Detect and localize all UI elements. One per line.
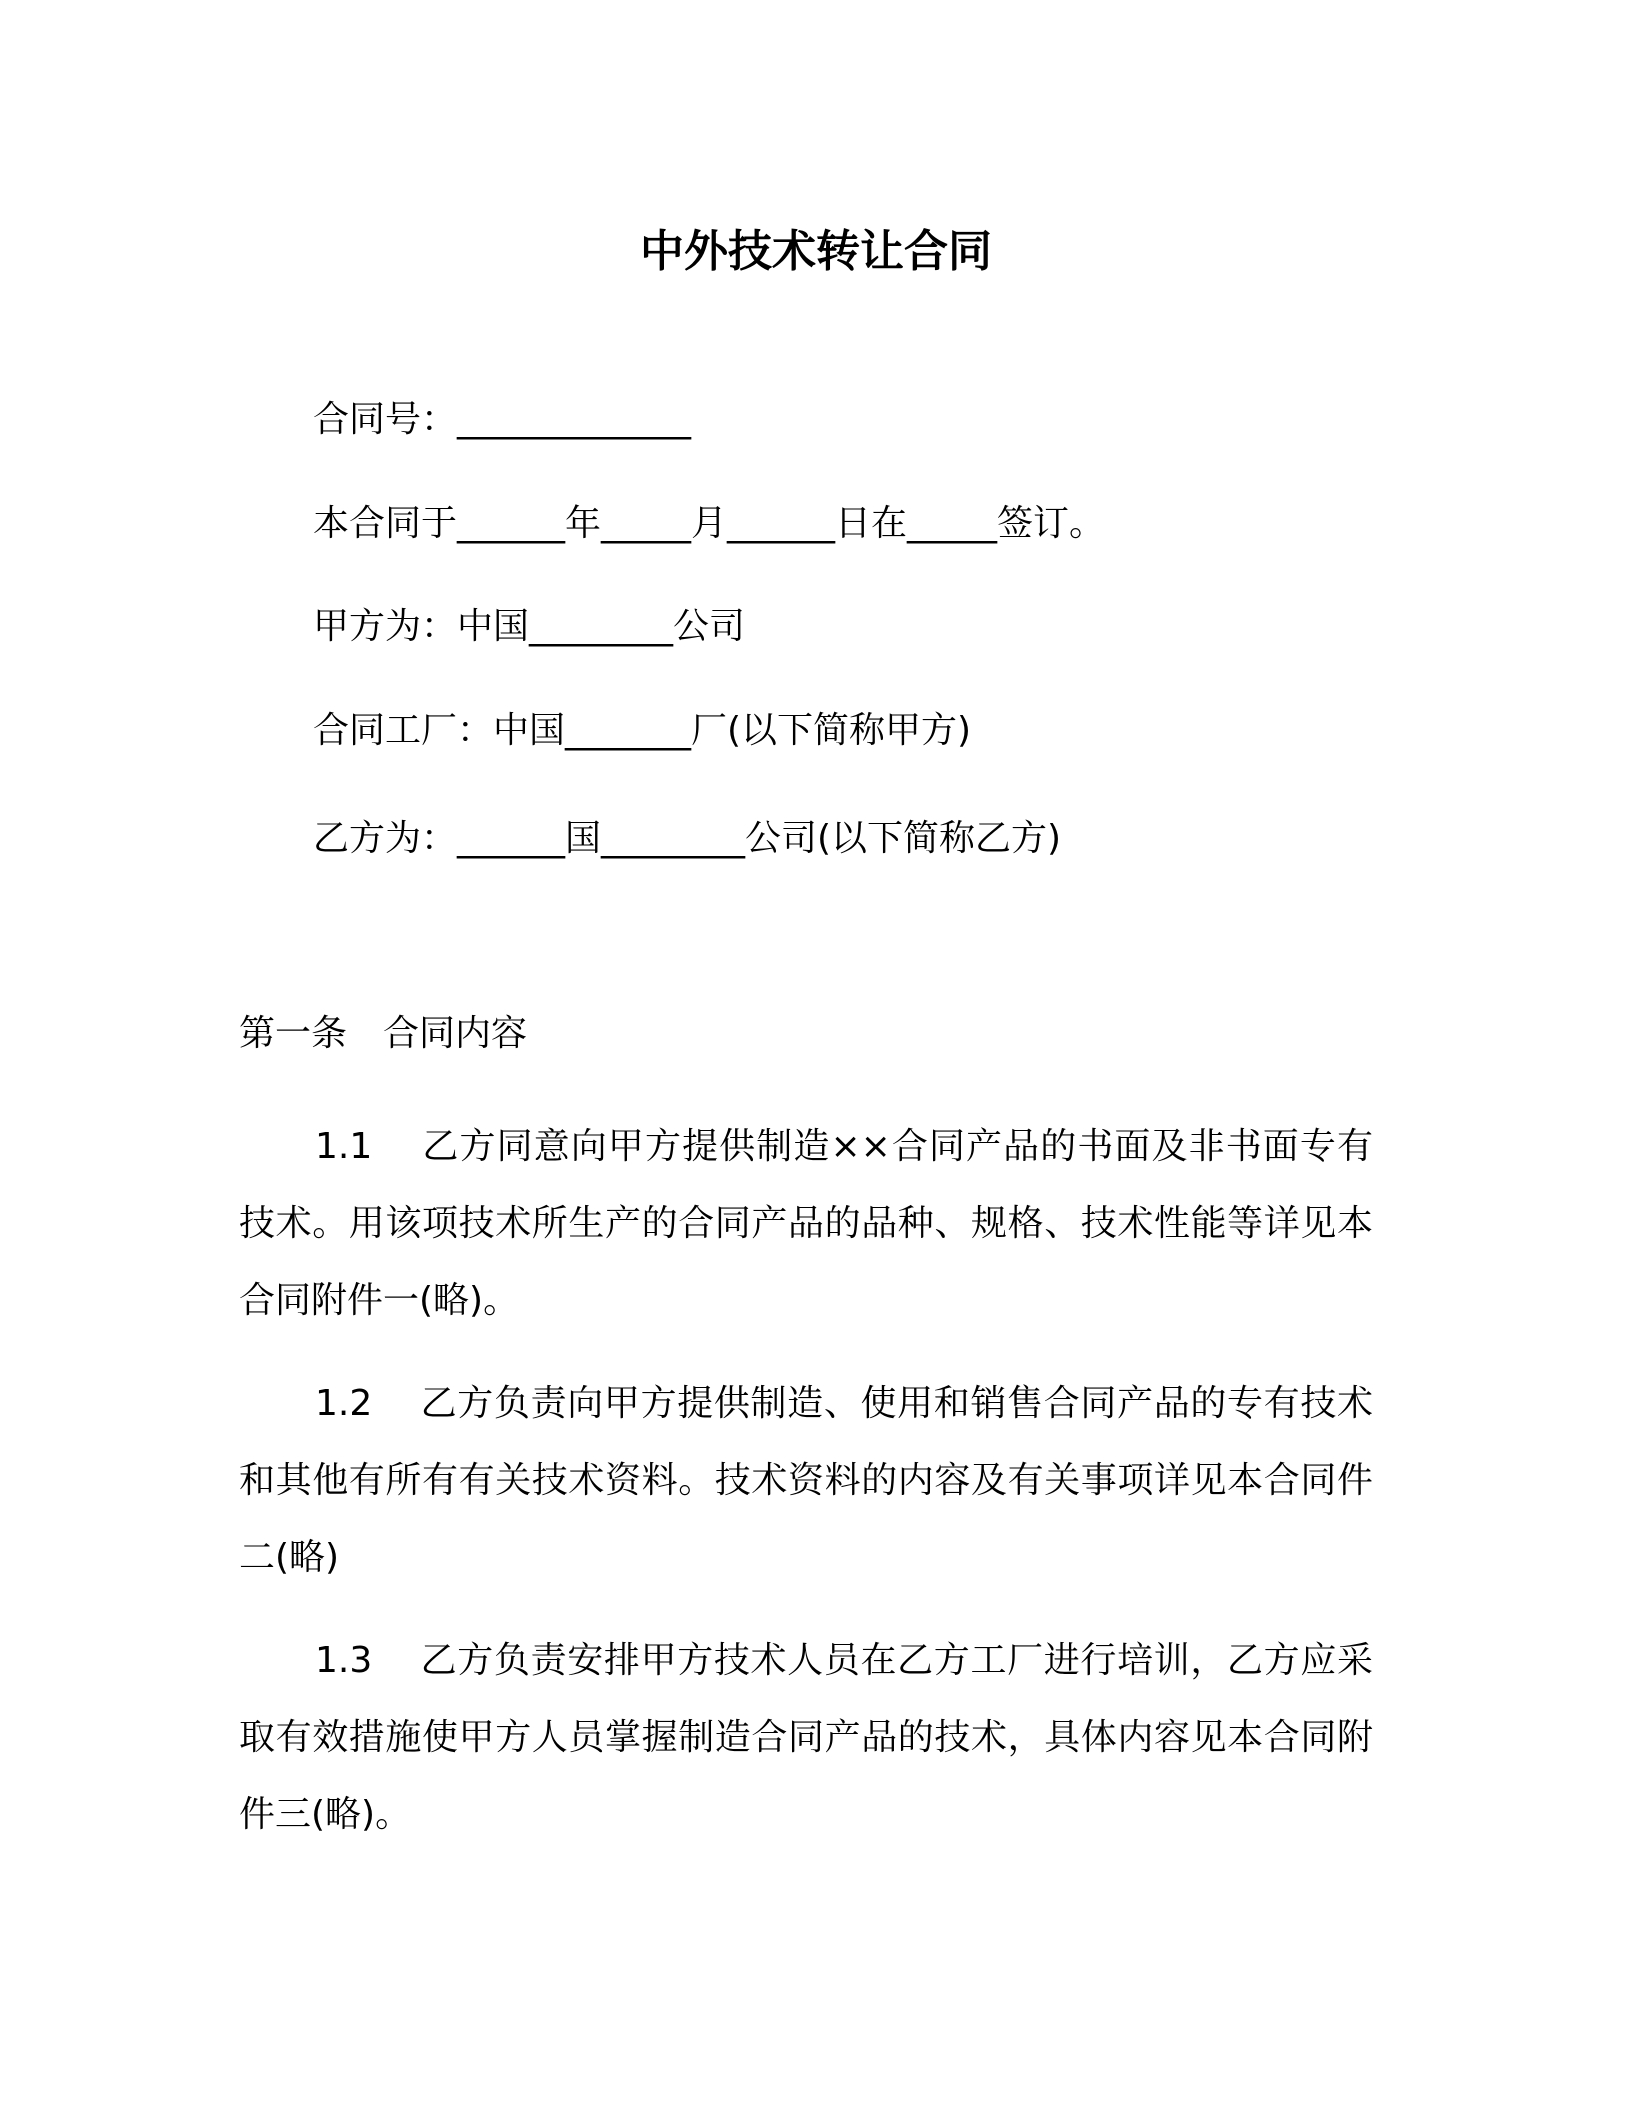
clause-text: 乙方同意向甲方提供制造××合同产品的书面及非书面专有技术。用该项技术所生产的合同产品的品种、规格、技术性能等详见本合同附件一(略)。	[239, 1126, 1373, 1321]
document-title: 中外技术转让合同	[640, 226, 992, 277]
party-a-line: 甲方为：中国________公司	[313, 606, 746, 647]
clause-number: 1.3	[315, 1640, 373, 1681]
clause-text: 乙方负责向甲方提供制造、使用和销售合同产品的专有技术和其他有所有有关技术资料。技术资料的内容及有关事项详见本合同件二(略)	[239, 1383, 1373, 1578]
contract-factory-line: 合同工厂：中国_______厂(以下简称甲方)	[313, 710, 972, 751]
party-b-line: 乙方为：______国________公司(以下简称乙方)	[313, 818, 1062, 859]
section-heading: 第一条 合同内容	[239, 1013, 528, 1054]
clause-number: 1.2	[315, 1383, 373, 1424]
contract-number-line: 合同号：_____________	[313, 399, 692, 440]
clause-1-2	[239, 1365, 1373, 1596]
clause-number: 1.1	[315, 1126, 373, 1167]
clause-1-1	[239, 1108, 1373, 1339]
clause-text: 乙方负责安排甲方技术人员在乙方工厂进行培训，乙方应采取有效措施使甲方人员掌握制造合同产品的技术，具体内容见本合同附件三(略)。	[239, 1640, 1373, 1835]
clause-1-3	[239, 1622, 1373, 1853]
signing-date-line: 本合同于______年_____月______日在_____签订。	[313, 503, 1106, 544]
